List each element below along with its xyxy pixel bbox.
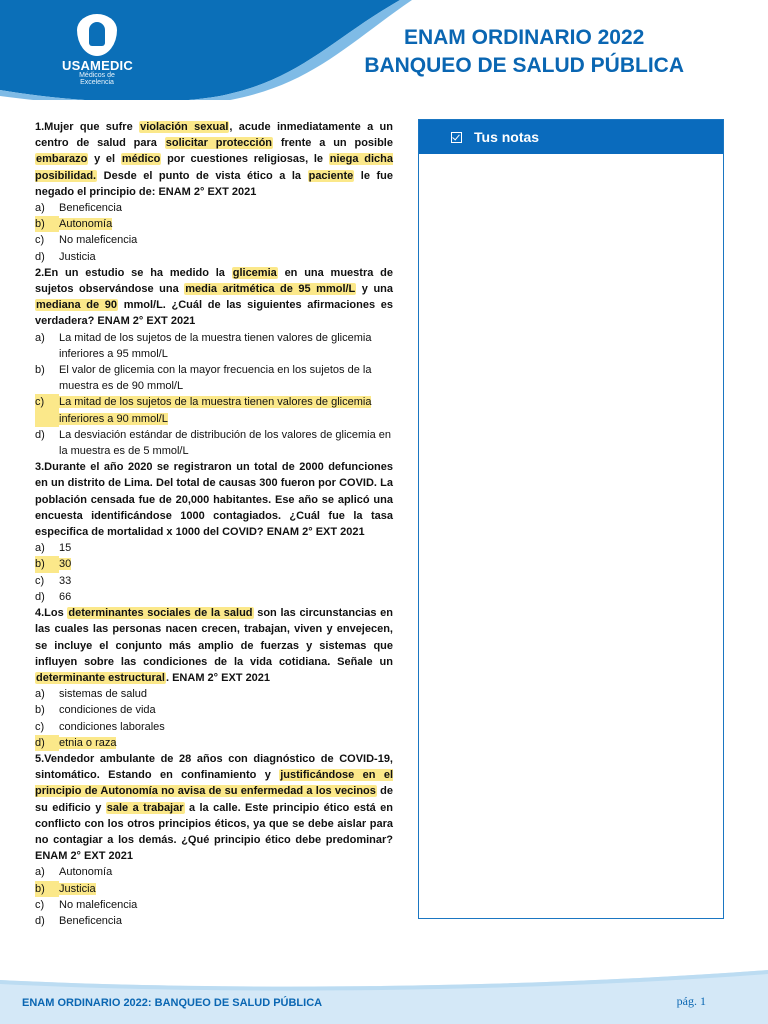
stem-text: de su edificio y: [35, 785, 393, 814]
usamedic-logo: [62, 14, 132, 86]
answer-option: [35, 735, 393, 751]
option-letter-text: a): [35, 542, 45, 555]
notes-header: [419, 120, 723, 154]
option-text-value: Justicia: [59, 882, 96, 895]
question-stem: [35, 751, 393, 864]
option-letter-text: b): [35, 218, 45, 231]
stem-text: y el: [88, 153, 121, 166]
option-text-value: Autonomía: [59, 866, 113, 879]
highlighted-text: determinante estructural: [36, 671, 165, 684]
questions-column: [35, 119, 393, 929]
highlighted-text: niega dicha posibilidad.: [35, 153, 393, 182]
option-text: [59, 719, 393, 735]
stem-text: frente a un posible: [273, 137, 393, 150]
option-text-value: 66: [59, 590, 72, 603]
option-text-value: Autonomía: [59, 218, 113, 231]
option-letter: [35, 864, 59, 880]
option-letter-text: a): [35, 331, 45, 344]
option-letter-text: d): [35, 428, 45, 441]
option-letter-text: c): [35, 234, 45, 247]
option-letter: [35, 573, 59, 589]
option-text-value: El valor de glicemia con la mayor frecuencia en los sujetos de la muestra es de 90 mmol/L: [59, 364, 372, 393]
question-1: [35, 119, 393, 265]
stem-text: Desde el punto de vista ético a la: [97, 169, 308, 182]
option-text: [59, 897, 393, 913]
answer-option: [35, 200, 393, 216]
document-title: [364, 24, 684, 80]
option-text-value: sistemas de salud: [59, 688, 148, 701]
answer-option: [35, 897, 393, 913]
stem-text: 1.Mujer que sufre: [35, 121, 140, 133]
stem-text: 4.Los: [35, 607, 68, 620]
option-text-value: No maleficencia: [59, 234, 138, 247]
highlighted-text: violación sexual: [140, 121, 229, 133]
option-text-value: condiciones de vida: [59, 704, 156, 717]
answer-option: [35, 573, 393, 589]
answer-option: [35, 427, 393, 459]
answer-option: [35, 362, 393, 394]
option-text: [59, 362, 393, 394]
stem-text: y una: [356, 283, 394, 296]
option-text: [59, 686, 393, 702]
question-stem: [35, 459, 393, 540]
option-text: [59, 394, 393, 426]
question-stem: [35, 119, 393, 200]
highlighted-text: médico: [121, 153, 161, 166]
option-letter: [35, 735, 59, 751]
answer-option: [35, 864, 393, 880]
option-text-value: No maleficencia: [59, 898, 138, 911]
stem-text: 2.En un estudio se ha medido la: [35, 266, 232, 279]
option-letter-text: d): [35, 250, 45, 263]
question-stem: [35, 605, 393, 686]
option-text: [59, 540, 393, 556]
option-text-value: La desviación estándar de distribución de los valores de glicemia en la muestra es de 5 mmol/L: [59, 428, 392, 458]
option-letter: [35, 556, 59, 572]
option-letter-text: c): [35, 574, 45, 587]
highlighted-text: mediana de 90: [36, 299, 118, 312]
option-letter-text: a): [35, 866, 45, 879]
notes-title: Tus notas: [474, 129, 540, 145]
stem-text: 5.Vendedor ambulante de 28 años con diagnóstico de COVID-19, sintomático. Estando en confinamiento y: [35, 752, 393, 782]
option-text: [59, 556, 393, 572]
option-text: [59, 702, 393, 718]
highlighted-text: sale a trabajar: [106, 801, 184, 814]
option-letter-text: d): [35, 590, 45, 603]
answer-option: [35, 719, 393, 735]
question-stem: [35, 265, 393, 330]
shield-doctor-icon: [77, 14, 117, 56]
checkbox-icon: [451, 132, 462, 143]
answer-option: [35, 686, 393, 702]
option-letter: [35, 200, 59, 216]
option-letter: [35, 362, 59, 394]
option-text-value: condiciones laborales: [59, 720, 165, 733]
stem-text: por cuestiones religiosas, le: [161, 153, 329, 166]
option-text: [59, 864, 393, 880]
answer-option: [35, 540, 393, 556]
option-letter-text: c): [35, 720, 45, 733]
answer-option: [35, 589, 393, 605]
stem-text: mmol/L. ¿Cuál de las siguientes afirmaciones es verdadera? ENAM 2° EXT 2021: [35, 299, 393, 328]
answer-option: [35, 556, 393, 572]
question-3: [35, 459, 393, 605]
option-letter-text: d): [35, 914, 45, 927]
option-letter: [35, 232, 59, 248]
option-text-value: Justicia: [59, 250, 96, 263]
option-letter: [35, 897, 59, 913]
option-text-value: Beneficencia: [59, 202, 122, 215]
answer-option: [35, 232, 393, 248]
question-4: [35, 605, 393, 751]
option-letter: [35, 330, 59, 362]
page-number: pág. 1: [676, 994, 706, 1008]
question-2: [35, 265, 393, 459]
option-letter-text: a): [35, 688, 45, 701]
logo-tagline: Médicos de Excelencia: [79, 72, 115, 86]
option-text: [59, 216, 393, 232]
option-letter-text: a): [35, 202, 45, 215]
option-letter: [35, 881, 59, 897]
answer-option: [35, 249, 393, 265]
answer-option: [35, 881, 393, 897]
answer-option: [35, 394, 393, 426]
option-letter: [35, 913, 59, 929]
stem-text: en una muestra de sujetos observándose una: [35, 266, 393, 296]
highlighted-text: determinantes sociales de la salud: [68, 607, 253, 620]
title-line-2: BANQUEO DE SALUD PÚBLICA: [364, 54, 684, 77]
option-text: [59, 232, 393, 248]
answer-option: [35, 216, 393, 232]
footer-wave: [0, 968, 768, 1024]
option-letter: [35, 216, 59, 232]
highlighted-text: embarazo: [36, 153, 88, 166]
highlighted-text: paciente: [308, 169, 354, 182]
option-letter: [35, 394, 59, 426]
option-text: [59, 913, 393, 929]
option-text: [59, 881, 393, 897]
option-text-value: Beneficencia: [59, 914, 122, 927]
option-letter: [35, 686, 59, 702]
stem-text: son las circunstancias en las cuales las personas nacen crecen, trabajan, viven y envejecen, se incluye el conjunto más amplio de fuerzas y sistemas que influyen sobre las condiciones de la vida cotidiana. Señale un: [35, 607, 393, 668]
option-text: [59, 589, 393, 605]
stem-text: 3.Durante el año 2020 se registraron un total de 2000 defunciones en un distrito de Lima. Del total de causas 300 fueron por COVID. La población censada fue de 20,000 habitantes. Ese año se aplicó una encuesta identificándose 1000 contagiados. ¿Cuál fue la tasa especifica de mortalidad x 1000 del COVID? ENAM 2° EXT 2021: [35, 461, 393, 539]
option-text: [59, 330, 393, 362]
question-5: [35, 751, 393, 929]
option-letter-text: b): [35, 704, 45, 717]
option-letter: [35, 719, 59, 735]
option-text-value: 15: [59, 542, 72, 555]
option-text-value: 33: [59, 574, 72, 587]
stem-text: . ENAM 2° EXT 2021: [165, 671, 271, 684]
option-text-value: 30: [59, 558, 72, 571]
highlighted-text: justificándose en el principio de Autonomía no avisa de su enfermedad a los vecinos: [35, 769, 393, 798]
option-letter: [35, 427, 59, 459]
title-line-1: ENAM ORDINARIO 2022: [403, 26, 645, 49]
footer-title: ENAM ORDINARIO 2022: BANQUEO DE SALUD PÚBLICA: [22, 997, 323, 1009]
option-text: [59, 573, 393, 589]
option-letter-text: b): [35, 882, 45, 895]
logo-name: USAMEDIC: [62, 58, 133, 73]
stem-text: , acude inmediatamente a un centro de salud para: [35, 121, 393, 150]
option-text: [59, 735, 393, 751]
option-letter: [35, 249, 59, 265]
stem-text: le fue negado el principio de: ENAM 2° EXT 2021: [35, 169, 393, 198]
highlighted-text: solicitar protección: [165, 137, 273, 150]
option-text: [59, 200, 393, 216]
option-text-value: La mitad de los sujetos de la muestra tienen valores de glicemia inferiores a 90 mmol/L: [59, 396, 372, 425]
option-text-value: La mitad de los sujetos de la muestra tienen valores de glicemia inferiores a 95 mmol/L: [59, 331, 372, 360]
option-text: [59, 427, 393, 459]
answer-option: [35, 330, 393, 362]
option-letter-text: c): [35, 396, 45, 409]
answer-option: [35, 913, 393, 929]
option-letter: [35, 540, 59, 556]
option-letter: [35, 702, 59, 718]
highlighted-text: media aritmética de 95 mmol/L: [185, 283, 356, 296]
option-letter-text: d): [35, 736, 45, 749]
option-text-value: etnia o raza: [59, 736, 117, 749]
option-letter-text: b): [35, 558, 45, 571]
option-letter-text: b): [35, 364, 45, 377]
option-letter-text: c): [35, 898, 45, 911]
answer-option: [35, 702, 393, 718]
stem-text: a la calle. Este principio ético está en conflicto con los otros principios éticos, ya que se debe aislar para no contagiar a los demás. ¿Qué principio ético debe predominar? ENAM 2° EXT 2021: [35, 801, 393, 863]
highlighted-text: glicemia: [232, 266, 277, 279]
notes-panel[interactable]: [418, 119, 724, 919]
option-text: [59, 249, 393, 265]
option-letter: [35, 589, 59, 605]
